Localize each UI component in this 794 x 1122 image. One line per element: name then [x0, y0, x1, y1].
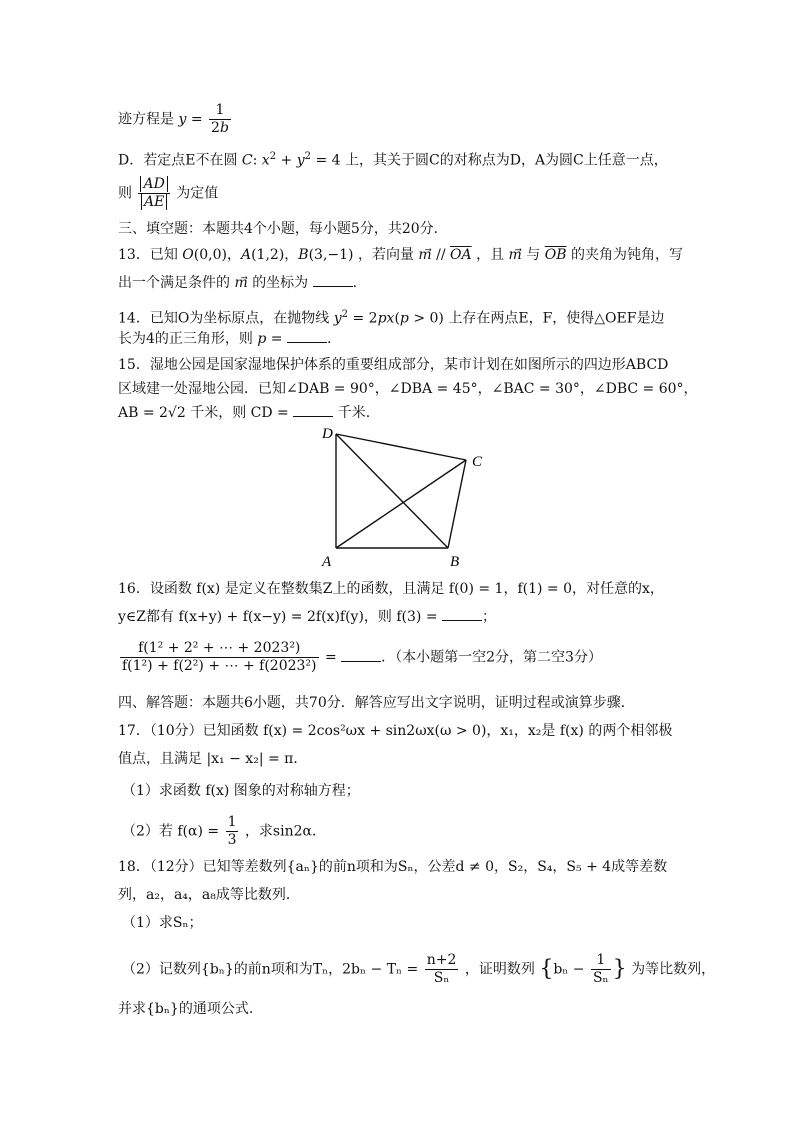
label-b: B: [450, 554, 460, 570]
q17-num: 1: [227, 814, 237, 830]
q17-p2b: ，求sin2α．: [244, 823, 326, 840]
q16-line2: y∈Z都有 f(x+y) + f(x−y) = 2f(x)f(y)，则 f(3) = ；: [118, 606, 496, 628]
q18-brace-a: bₙ −: [553, 961, 585, 978]
q18-num: n+2: [426, 952, 457, 968]
section4-heading: 四、解答题：本题共6小题，共70分．解答应写出文字说明，证明过程或演算步骤．: [118, 695, 635, 711]
q17-part2: [122, 814, 326, 849]
q15-line2: 区域建一处湿地公园．已知∠DAB = 90°，∠DBA = 45°，∠BAC = 30°，∠DBC = 60°，: [118, 381, 698, 397]
label-c: C: [472, 454, 483, 470]
q17-fraction: [226, 814, 239, 849]
label-d: D: [322, 426, 333, 442]
q18-line2: 列，a₂，a₄，a₈成等比数列．: [118, 887, 300, 903]
option-d-suffix: 为定值: [176, 185, 219, 202]
q18-line4: 并求{bₙ}的通项公式.: [118, 1001, 254, 1017]
section3-heading: 三、填空题：本题共4个小题，每小题5分，共20分．: [118, 221, 448, 237]
q13-a: 13．已知: [118, 247, 178, 263]
q16-fraction: [120, 640, 319, 675]
q14-line2: 长为4的正三角形，则 p = .: [118, 328, 331, 350]
q18-part1: （1）求Sₙ；: [122, 915, 203, 931]
q18-den: Sₙ: [433, 970, 450, 986]
diagonal-db: [336, 434, 448, 548]
q18-p2a: （2）记数列{bₙ}的前n项和为Tₙ，2bₙ − Tₙ =: [122, 961, 419, 978]
q18-p2c: 为等比数列，: [631, 961, 716, 978]
q16-frac-num: f(1² + 2² + ⋯ + 2023²): [120, 640, 319, 658]
q16-tail: ．（本小题第一空2分，第二空3分）: [381, 649, 602, 666]
diagonal-ac: [336, 460, 466, 548]
q18-part2: （2）记数列{bₙ}的前n项和为Tₙ，2bₙ − Tₙ = $\frac{n+2}{\text{Sₙ}}$ ，证明数列 {bₙ − $\frac{1}{\text{Sₙ}}$ } 为等比数列，: [122, 952, 716, 986]
edge-cd: [336, 434, 466, 460]
text-trajectory: 迹方程是: [118, 111, 174, 128]
answer-blank[interactable]: [293, 402, 333, 417]
q13-b: ，若向量: [357, 247, 414, 263]
q13-d: 与: [526, 247, 541, 263]
quadrilateral-figure: [308, 420, 494, 570]
q18-brace-den: Sₙ: [592, 970, 609, 986]
q13-f: 出一个满足条件的: [118, 275, 230, 291]
answer-blank[interactable]: [442, 606, 482, 621]
label-a: A: [322, 554, 332, 570]
q16-line3: $\frac{\text{f(1² + 2² + ⋯ + 2023²)}}{\text{f(1²) + f(2²) + ⋯ + f(2023²)}}$ = ．（本小题第一空2分，第二空3分）: [122, 640, 602, 674]
q13-line2: 出一个满足条件的 m⃗ 的坐标为 .: [118, 272, 357, 294]
q17-line2: 值点，且满足 |x₁ − x₂| = π．: [118, 751, 308, 767]
edge-bc: [448, 460, 466, 548]
q13-g: 的坐标为: [252, 275, 309, 291]
q14-c: 长为4的正三角形，则: [118, 331, 253, 347]
q15-line1: 15．湿地公园是国家湿地保护体系的重要组成部分，某市计划在如图所示的四边形ABCD: [118, 357, 669, 373]
q16-line1: 16．设函数 f(x) 是定义在整数集Z上的函数，且满足 f(0) = 1，f(1) = 0，对任意的x，: [118, 581, 664, 597]
option-d-prefix: 则: [118, 185, 132, 202]
q18-brace-num: 1: [591, 952, 611, 970]
q14-a: 14．已知O为坐标原点，在抛物线: [118, 310, 330, 327]
option-d-text: D．若定点E不在圆: [118, 152, 238, 169]
q18-line1: 18．（12分）已知等差数列{aₙ}的前n项和为Sₙ，公差d ≠ 0，S₂，S₄，S₅ + 4成等差数: [118, 859, 668, 875]
answer-blank[interactable]: [287, 328, 327, 343]
q13-e: 的夹角为钝角，写: [570, 247, 683, 263]
q18-p2b: ，证明数列: [464, 961, 535, 978]
q16-frac-den: f(1²) + f(2²) + ⋯ + f(2023²): [122, 658, 317, 674]
fraction-ad-over-ae: $\frac{AD}{AE}$: [138, 176, 169, 211]
q17-part1: （1）求函数 f(x) 图象的对称轴方程；: [122, 783, 360, 799]
quadrilateral-svg: [308, 420, 494, 570]
q16-a: y∈Z都有 f(x+y) + f(x−y) = 2f(x)f(y)，则 f(3) =: [118, 609, 438, 625]
q13-c: ，且: [476, 247, 505, 263]
q13-line1: 13．已知 O(0,0)，A(1,2)，B(3,−1) ，若向量 m⃗ // $\overline{OA}$ ，且 m⃗ 与 $\overline{OB}$ 的夹角为钝角，写: [118, 247, 683, 263]
q14-b: 上存在两点E，F，使得△OEF是边: [448, 310, 665, 327]
q18-fraction: [425, 952, 459, 987]
q17-p2a: （2）若 f(α) =: [122, 823, 220, 840]
q17-den: 3: [227, 832, 237, 848]
answer-blank[interactable]: [313, 272, 353, 287]
trajectory-line: 迹方程是 y = $\frac{1}{2b}$: [118, 102, 229, 136]
option-d-text-b: 上，其关于圆C的对称点为D，A为圆C上任意一点，: [345, 152, 668, 169]
fraction-1-over-2b: $\frac{1}{2b}$: [211, 102, 229, 136]
q14-line1: 14．已知O为坐标原点，在抛物线 $y^2 = 2px(p > 0)$ 上存在两点E，F，使得△OEF是边: [118, 309, 665, 327]
q17-line1: 17．（10分）已知函数 f(x) = 2cos²ωx + sin2ωx(ω > 0)，x₁，x₂是 f(x) 的两个相邻极: [118, 723, 673, 739]
q18-brace-fraction: [591, 952, 611, 987]
option-d-line1: D．若定点E不在圆 C: $x^2 + y^2 = 4$ 上，其关于圆C的对称点为D，A为圆C上任意一点，: [118, 151, 668, 169]
option-d-line2: [118, 176, 218, 211]
q15-b: 千米.: [337, 405, 371, 421]
q15-a: AB = 2√2 千米，则 CD =: [118, 405, 289, 421]
answer-blank[interactable]: [341, 647, 381, 662]
